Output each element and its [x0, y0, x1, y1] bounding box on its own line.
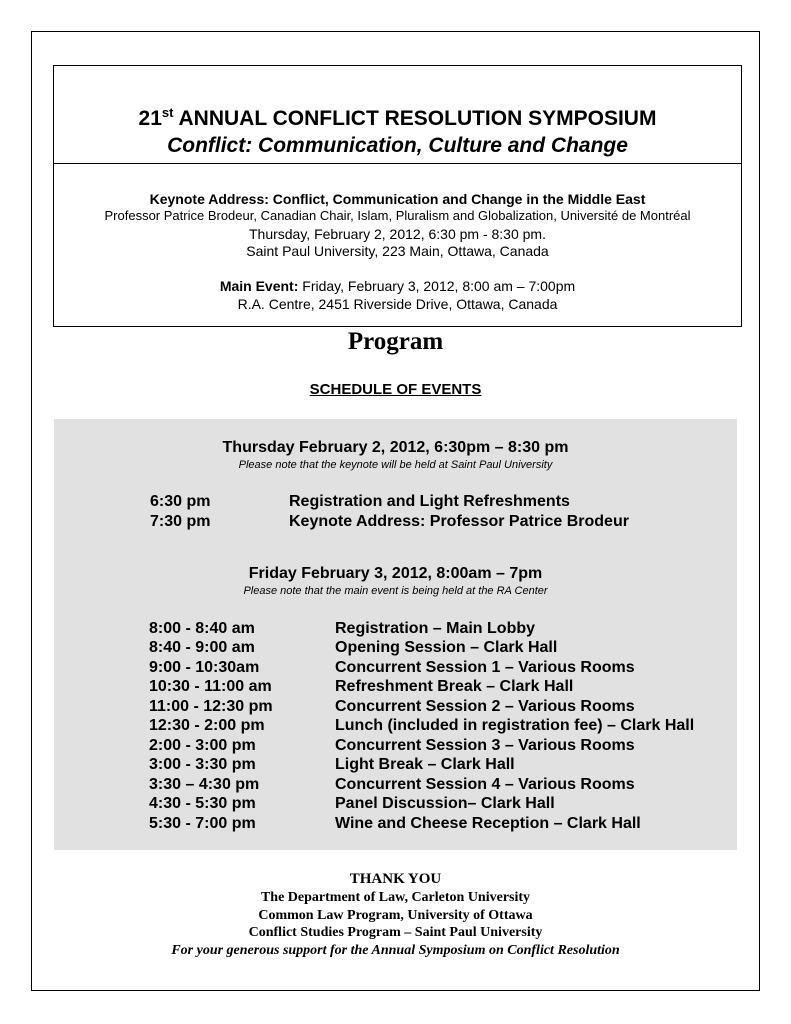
day2-event-desc: Concurrent Session 3 – Various Rooms	[335, 737, 635, 754]
title-area	[54, 66, 741, 164]
day2-event-time: 4:30 - 5:30 pm	[149, 795, 256, 812]
symposium-title	[54, 106, 741, 132]
day2-event-desc: Opening Session – Clark Hall	[335, 639, 558, 656]
day2-event-time: 11:00 - 12:30 pm	[149, 698, 273, 715]
symposium-subtitle: Conflict: Communication, Culture and Change	[167, 134, 628, 157]
day1-title: Thursday February 2, 2012, 6:30pm – 8:30 pm	[222, 439, 569, 456]
day2-event-time: 12:30 - 2:00 pm	[149, 717, 265, 734]
program-title: Program	[347, 328, 444, 355]
day2-event-time: 3:30 – 4:30 pm	[149, 776, 260, 793]
title-ordinal-suffix: st	[161, 105, 174, 120]
day2-event-time: 5:30 - 7:00 pm	[149, 815, 256, 832]
thanks-heading: THANK YOU	[349, 871, 442, 887]
keynote-title: Keynote Address: Conflict, Communication and Change in the Middle East	[149, 191, 646, 207]
main-event-date: Friday, February 3, 2012, 8:00 am – 7:00pm	[298, 278, 576, 294]
day2-event-desc: Concurrent Session 1 – Various Rooms	[335, 659, 635, 676]
day1-event-time: 7:30 pm	[150, 513, 211, 530]
day2-event-time: 8:40 - 9:00 am	[149, 639, 255, 656]
day2-event-desc: Light Break – Clark Hall	[335, 756, 515, 773]
thanks-line-4: For your generous support for the Annual Symposium on Conflict Resolution	[171, 943, 620, 958]
day2-event-time: 2:00 - 3:00 pm	[149, 737, 256, 754]
day2-event-time: 8:00 - 8:40 am	[149, 620, 255, 637]
title-ordinal-number: 21	[138, 107, 162, 130]
main-event-label: Main Event:	[219, 278, 299, 294]
day2-event-time: 10:30 - 11:00 am	[149, 678, 272, 695]
schedule-heading: SCHEDULE OF EVENTS	[309, 381, 482, 398]
schedule-box	[54, 419, 737, 850]
day2-event-desc: Lunch (included in registration fee) – Clark Hall	[335, 717, 695, 734]
main-event-line	[54, 278, 741, 294]
header-box	[53, 65, 742, 327]
day2-event-desc: Panel Discussion– Clark Hall	[335, 795, 555, 812]
day2-title: Friday February 3, 2012, 8:00am – 7pm	[248, 565, 543, 582]
title-rest: ANNUAL CONFLICT RESOLUTION SYMPOSIUM	[173, 107, 657, 130]
day2-event-time: 9:00 - 10:30am	[149, 659, 260, 676]
thanks-line-1: The Department of Law, Carleton University	[260, 890, 531, 905]
day2-event-desc: Concurrent Session 2 – Various Rooms	[335, 698, 635, 715]
day1-event-desc: Keynote Address: Professor Patrice Brodeur	[289, 513, 629, 530]
keynote-venue: Saint Paul University, 223 Main, Ottawa, Canada	[246, 243, 549, 259]
day2-event-desc: Wine and Cheese Reception – Clark Hall	[335, 815, 641, 832]
day2-event-desc: Concurrent Session 4 – Various Rooms	[335, 776, 635, 793]
main-event-venue: R.A. Centre, 2451 Riverside Drive, Ottawa, Canada	[237, 296, 558, 312]
day2-note: Please note that the main event is being held at the RA Center	[243, 585, 548, 597]
keynote-speaker: Professor Patrice Brodeur, Canadian Chair, Islam, Pluralism and Globalization, Université de Montréal	[104, 208, 691, 223]
thanks-line-3: Conflict Studies Program – Saint Paul University	[248, 925, 543, 940]
keynote-date: Thursday, February 2, 2012, 6:30 pm - 8:30 pm.	[248, 226, 546, 242]
day1-event-time: 6:30 pm	[150, 493, 211, 510]
day1-note: Please note that the keynote will be held at Saint Paul University	[238, 459, 553, 471]
thanks-line-2: Common Law Program, University of Ottawa	[258, 908, 533, 923]
day2-event-time: 3:00 - 3:30 pm	[149, 756, 256, 773]
day2-event-desc: Refreshment Break – Clark Hall	[335, 678, 574, 695]
day1-event-desc: Registration and Light Refreshments	[289, 493, 570, 510]
day2-event-desc: Registration – Main Lobby	[335, 620, 536, 637]
